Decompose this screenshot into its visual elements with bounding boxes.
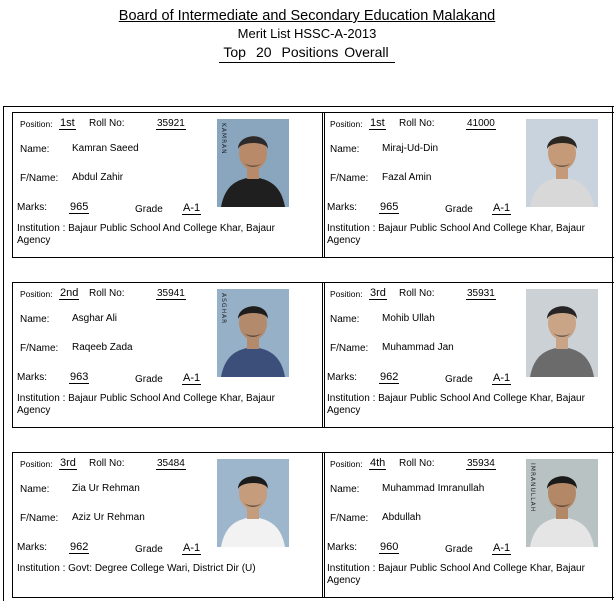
roll-value: 35484 bbox=[157, 458, 185, 469]
grade-value: A-1 bbox=[493, 372, 511, 384]
institution-label: Institution : bbox=[327, 223, 376, 234]
institution-text bbox=[17, 563, 307, 575]
name-value: Asghar Ali bbox=[72, 313, 118, 324]
position-label: Position: bbox=[20, 119, 53, 129]
position-value: 4th bbox=[370, 457, 386, 469]
fname-value: Aziz Ur Rehman bbox=[72, 512, 145, 523]
institution-label: Institution : bbox=[17, 223, 66, 234]
institution-value: Bajaur Public School And College Khar, Bajaur Agency bbox=[327, 393, 585, 416]
grade-label: Grade bbox=[135, 374, 163, 385]
grade-value: A-1 bbox=[493, 542, 511, 554]
marks-label: Marks: bbox=[327, 542, 357, 553]
fname-value: Fazal Amin bbox=[382, 172, 432, 183]
fname-value: Muhammad Jan bbox=[382, 342, 454, 353]
position-label: Position: bbox=[330, 119, 363, 129]
marks-value: 962 bbox=[70, 541, 89, 553]
name-value: Miraj-Ud-Din bbox=[382, 143, 439, 154]
institution-value: Bajaur Public School And College Khar, Bajaur Agency bbox=[17, 393, 275, 416]
merit-list-title: Merit List HSSC-A-2013 bbox=[237, 26, 377, 41]
marks-label: Marks: bbox=[17, 372, 47, 383]
student-photo bbox=[526, 119, 598, 207]
roll-label: Roll No: bbox=[89, 118, 125, 129]
student-photo bbox=[217, 289, 289, 377]
fname-value: Raqeeb Zada bbox=[72, 342, 133, 353]
roll-label: Roll No: bbox=[89, 458, 125, 469]
name-value: Zia Ur Rehman bbox=[72, 483, 140, 494]
student-photo bbox=[526, 289, 598, 377]
photo-watermark-text: KAMRAN bbox=[220, 123, 227, 155]
institution-value: Govt: Degree College Wari, District Dir (U) bbox=[68, 563, 256, 574]
roll-value: 35941 bbox=[157, 288, 185, 299]
grade-label: Grade bbox=[445, 544, 473, 555]
roll-label: Roll No: bbox=[399, 288, 435, 299]
position-value: 3rd bbox=[60, 457, 76, 469]
marks-value: 965 bbox=[380, 201, 399, 213]
position-value: 1st bbox=[60, 117, 75, 129]
grade-value: A-1 bbox=[493, 202, 511, 214]
institution-text bbox=[17, 393, 307, 417]
top-positions-title: Top 20 Positions Overall bbox=[0, 44, 614, 63]
name-value: Kamran Saeed bbox=[72, 143, 139, 154]
roll-label: Roll No: bbox=[89, 288, 125, 299]
position-value: 3rd bbox=[370, 287, 386, 299]
institution-text bbox=[327, 393, 614, 417]
name-value: Mohib Ullah bbox=[382, 313, 435, 324]
grade-value: A-1 bbox=[183, 202, 201, 214]
name-label: Name: bbox=[20, 484, 50, 495]
grade-label: Grade bbox=[135, 204, 163, 215]
institution-text bbox=[327, 223, 614, 247]
fname-label: F/Name: bbox=[330, 173, 369, 184]
institution-label: Institution : bbox=[327, 563, 376, 574]
board-title: Board of Intermediate and Secondary Education Malakand bbox=[118, 8, 496, 24]
grade-label: Grade bbox=[135, 544, 163, 555]
institution-value: Bajaur Public School And College Khar, Bajaur Agency bbox=[327, 563, 585, 586]
name-label: Name: bbox=[330, 314, 360, 325]
student-photo bbox=[217, 119, 289, 207]
fname-value: Abdullah bbox=[382, 512, 421, 523]
institution-label: Institution : bbox=[327, 393, 376, 404]
roll-value: 35921 bbox=[157, 118, 185, 129]
photo-watermark-text: ASGHAR bbox=[220, 293, 227, 325]
name-value: Muhammad Imranullah bbox=[382, 483, 485, 494]
roll-value: 35931 bbox=[467, 288, 495, 299]
position-label: Position: bbox=[330, 459, 363, 469]
name-label: Name: bbox=[20, 144, 50, 155]
fname-value: Abdul Zahir bbox=[72, 172, 124, 183]
student-photo bbox=[526, 459, 598, 547]
fname-label: F/Name: bbox=[330, 343, 369, 354]
fname-label: F/Name: bbox=[20, 513, 59, 524]
grade-value: A-1 bbox=[183, 372, 201, 384]
institution-label: Institution : bbox=[17, 563, 66, 574]
marks-label: Marks: bbox=[17, 202, 47, 213]
position-value: 1st bbox=[370, 117, 385, 129]
grade-label: Grade bbox=[445, 204, 473, 215]
position-label: Position: bbox=[330, 289, 363, 299]
roll-label: Roll No: bbox=[399, 118, 435, 129]
position-label: Position: bbox=[20, 459, 53, 469]
grade-value: A-1 bbox=[183, 542, 201, 554]
student-photo bbox=[217, 459, 289, 547]
name-label: Name: bbox=[330, 484, 360, 495]
institution-label: Institution : bbox=[17, 393, 66, 404]
fname-label: F/Name: bbox=[330, 513, 369, 524]
position-label: Position: bbox=[20, 289, 53, 299]
marks-label: Marks: bbox=[327, 202, 357, 213]
marks-label: Marks: bbox=[17, 542, 47, 553]
marks-value: 960 bbox=[380, 541, 399, 553]
roll-value: 41000 bbox=[467, 118, 495, 129]
photo-watermark-text: IMRANULLAH bbox=[529, 463, 536, 513]
grade-label: Grade bbox=[445, 374, 473, 385]
institution-value: Bajaur Public School And College Khar, Bajaur Agency bbox=[17, 223, 275, 246]
institution-text bbox=[17, 223, 307, 247]
position-value: 2nd bbox=[60, 287, 79, 299]
fname-label: F/Name: bbox=[20, 173, 59, 184]
marks-value: 962 bbox=[380, 371, 399, 383]
name-label: Name: bbox=[20, 314, 50, 325]
fname-label: F/Name: bbox=[20, 343, 59, 354]
institution-value: Bajaur Public School And College Khar, Bajaur Agency bbox=[327, 223, 585, 246]
marks-label: Marks: bbox=[327, 372, 357, 383]
institution-text bbox=[327, 563, 614, 587]
roll-value: 35934 bbox=[467, 458, 495, 469]
roll-label: Roll No: bbox=[399, 458, 435, 469]
marks-value: 963 bbox=[70, 371, 89, 383]
marks-value: 965 bbox=[70, 201, 89, 213]
name-label: Name: bbox=[330, 144, 360, 155]
